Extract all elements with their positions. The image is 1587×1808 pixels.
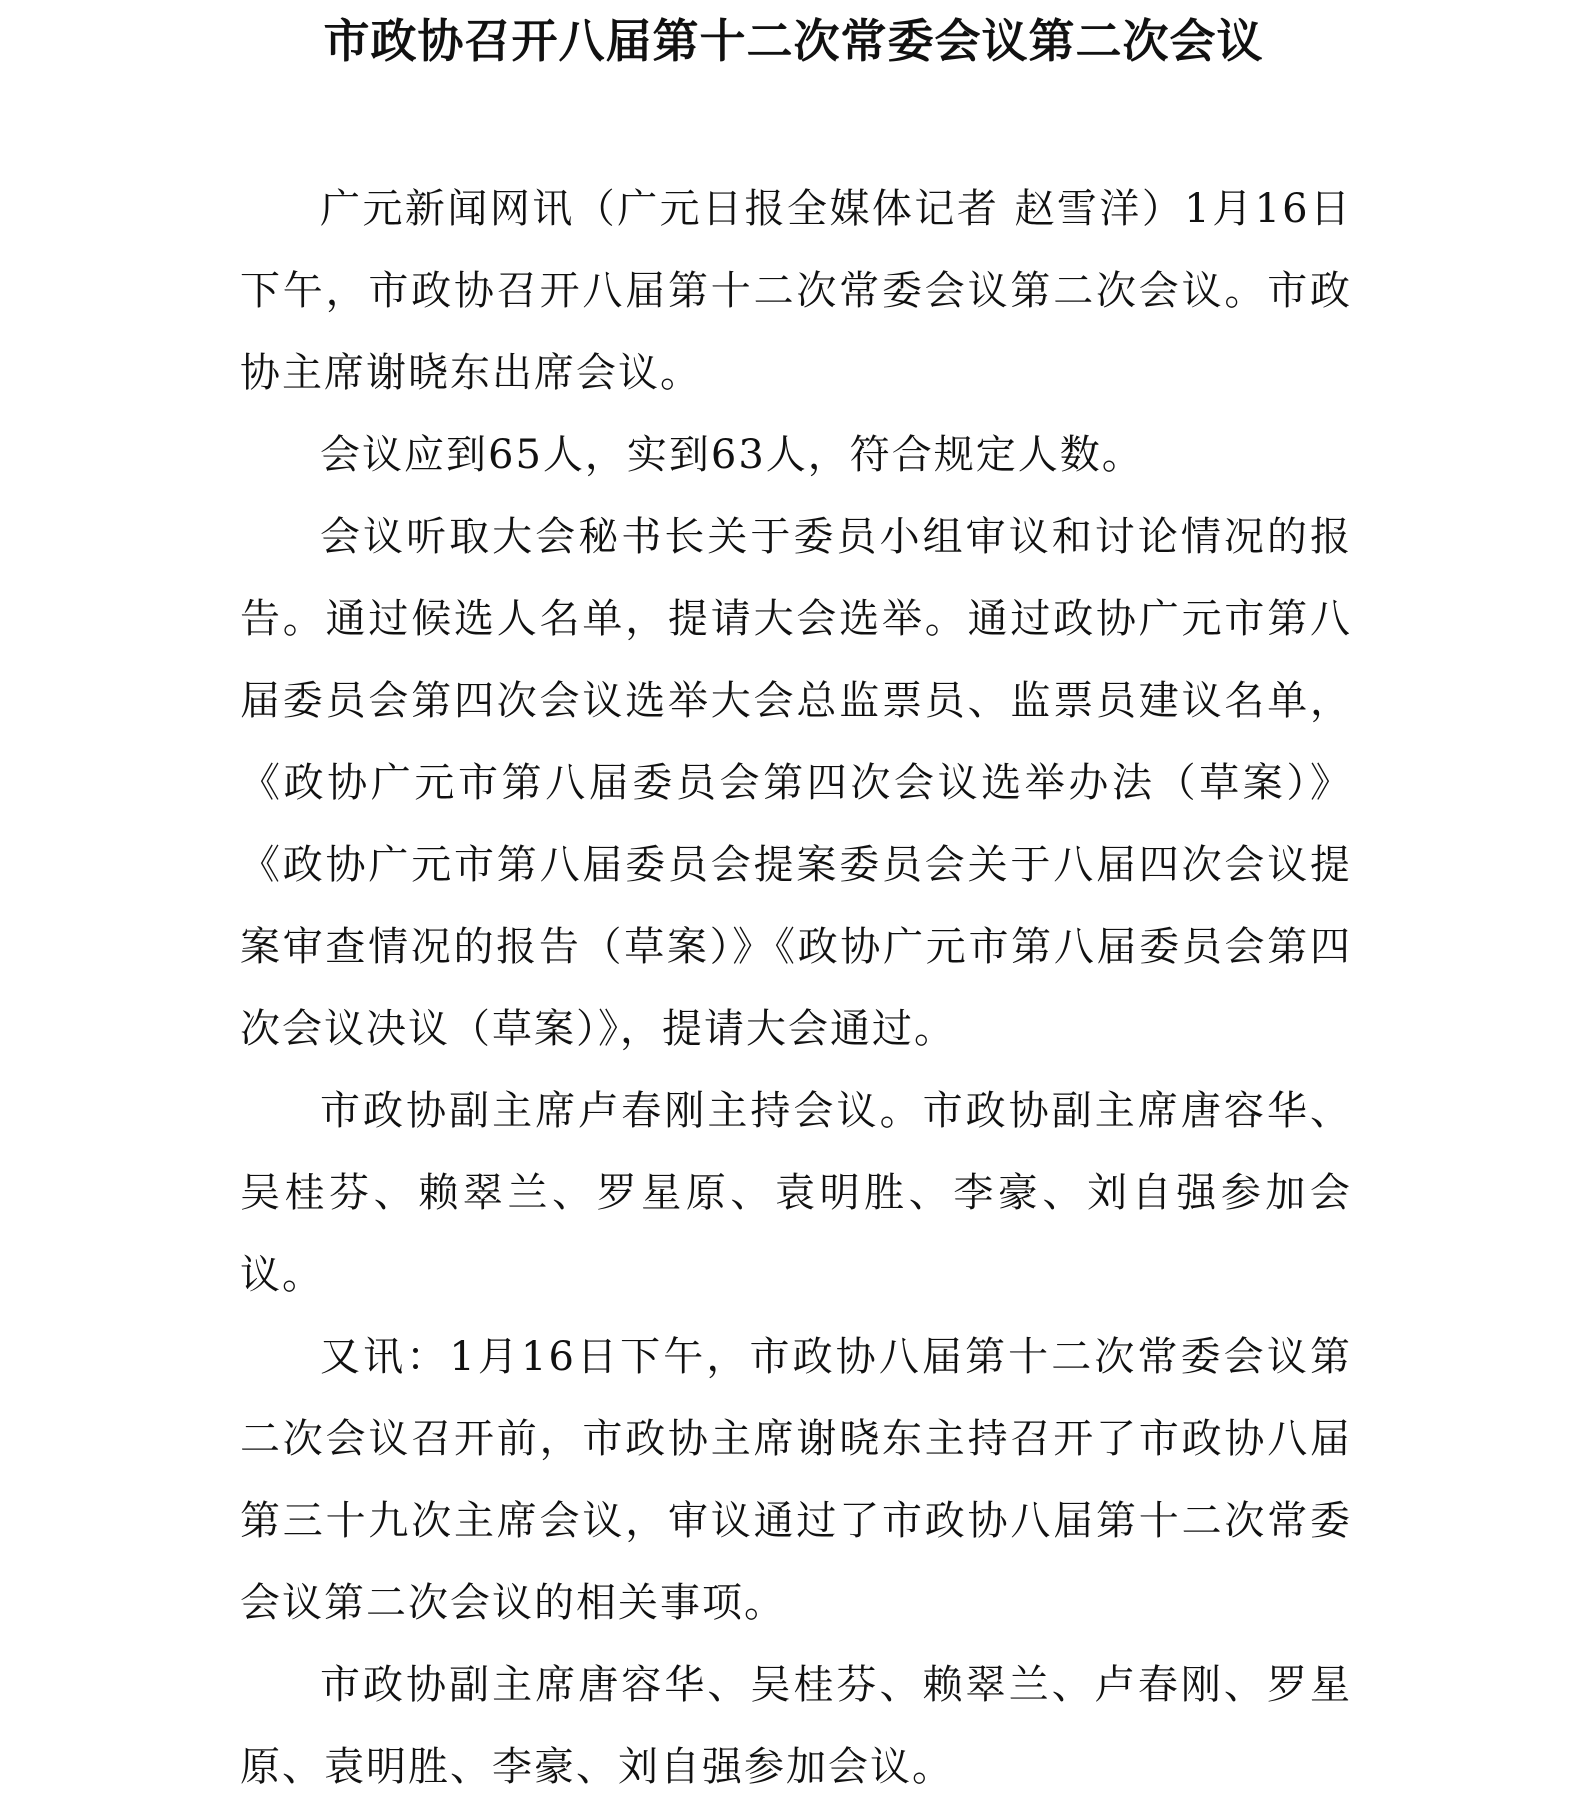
paragraph-agenda: 会议听取大会秘书长关于委员小组审议和讨论情况的报告。通过候选人名单，提请大会选举。通过政协广元市第八届委员会第四次会议选举大会总监票员、监票员建议名单，《政协广元市第八届委员会第四次会议选举办法（草案）》《政协广元市第八届委员会提案委员会关于八届四次会议提案审查情况的报告（草案）》《政协广元市第八届委员会第四次会议决议（草案）》，提请大会通过。 <box>240 514 1352 1052</box>
paragraph-lead: 广元新闻网讯（广元日报全媒体记者 赵雪洋）1月16日下午，市政协召开八届第十二次常委会议第二次会议。市政协主席谢晓东出席会议。 <box>240 186 1352 396</box>
article-body <box>240 168 1352 1808</box>
paragraph-participants: 市政协副主席唐容华、吴桂芬、赖翠兰、卢春刚、罗星原、袁明胜、李豪、刘自强参加会议。 <box>240 1662 1352 1790</box>
paragraph-chair: 市政协副主席卢春刚主持会议。市政协副主席唐容华、吴桂芬、赖翠兰、罗星原、袁明胜、李豪、刘自强参加会议。 <box>240 1088 1352 1298</box>
paragraph-attendance: 会议应到65人，实到63人，符合规定人数。 <box>320 432 1144 478</box>
paragraph-additional-news: 又讯：1月16日下午，市政协八届第十二次常委会议第二次会议召开前，市政协主席谢晓东主持召开了市政协八届第三十九次主席会议，审议通过了市政协八届第十二次常委会议第二次会议的相关事项。 <box>240 1334 1352 1626</box>
page-title: 市政协召开八届第十二次常委会议第二次会议 <box>323 14 1264 68</box>
